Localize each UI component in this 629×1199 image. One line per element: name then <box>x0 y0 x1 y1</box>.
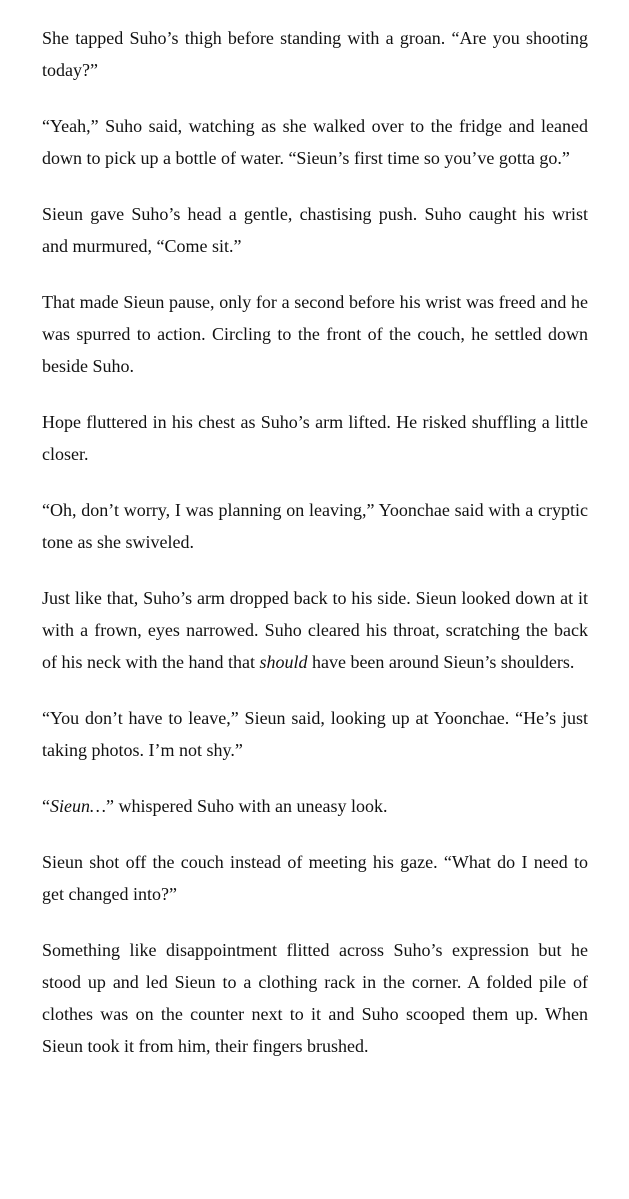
paragraph <box>42 198 588 262</box>
italic-emphasis: Sieun… <box>50 796 106 816</box>
paragraph-text: have been around Sieun’s shoulders. <box>307 652 575 672</box>
paragraph-text: “Yeah,” Suho said, watching as she walked over to the fridge and leaned down to pick up a bottle of water. “Sieun’s first time so you’ve gotta go.” <box>42 116 588 168</box>
paragraph <box>42 494 588 558</box>
paragraph-text: Something like disappointment flitted across Suho’s expression but he stood up and led Sieun to a clothing rack in the corner. A folded pile of clothes was on the counter next to it and Suho scooped them up. When Sieun took it from him, their fingers brushed. <box>42 940 588 1056</box>
paragraph-text: Just like that, Suho’s arm dropped back to his side. Sieun looked down at it with a frown, eyes narrowed. Suho cleared his throat, scratching the back of his neck with the hand that <box>42 588 588 672</box>
paragraph-text: “You don’t have to leave,” Sieun said, looking up at Yoonchae. “He’s just taking photos. I’m not shy.” <box>42 708 588 760</box>
paragraph <box>42 110 588 174</box>
paragraph <box>42 406 588 470</box>
paragraph-text: She tapped Suho’s thigh before standing with a groan. “Are you shooting today?” <box>42 28 588 80</box>
paragraph <box>42 790 588 822</box>
paragraph <box>42 846 588 910</box>
paragraph-text: “ <box>42 796 50 816</box>
paragraph-text: ” whispered Suho with an uneasy look. <box>106 796 388 816</box>
italic-emphasis: should <box>259 652 308 672</box>
paragraph-text: Sieun gave Suho’s head a gentle, chastising push. Suho caught his wrist and murmured, “Come sit.” <box>42 204 588 256</box>
paragraph <box>42 702 588 766</box>
paragraph <box>42 286 588 382</box>
paragraph-text: Hope fluttered in his chest as Suho’s arm lifted. He risked shuffling a little closer. <box>42 412 588 464</box>
paragraph <box>42 22 588 86</box>
paragraph <box>42 934 588 1062</box>
paragraph-text: Sieun shot off the couch instead of meeting his gaze. “What do I need to get changed into?” <box>42 852 588 904</box>
paragraph-text: That made Sieun pause, only for a second before his wrist was freed and he was spurred to action. Circling to the front of the couch, he settled down beside Suho. <box>42 292 588 376</box>
paragraph-text: “Oh, don’t worry, I was planning on leaving,” Yoonchae said with a cryptic tone as she swiveled. <box>42 500 588 552</box>
paragraph <box>42 582 588 678</box>
story-text <box>42 22 588 1062</box>
